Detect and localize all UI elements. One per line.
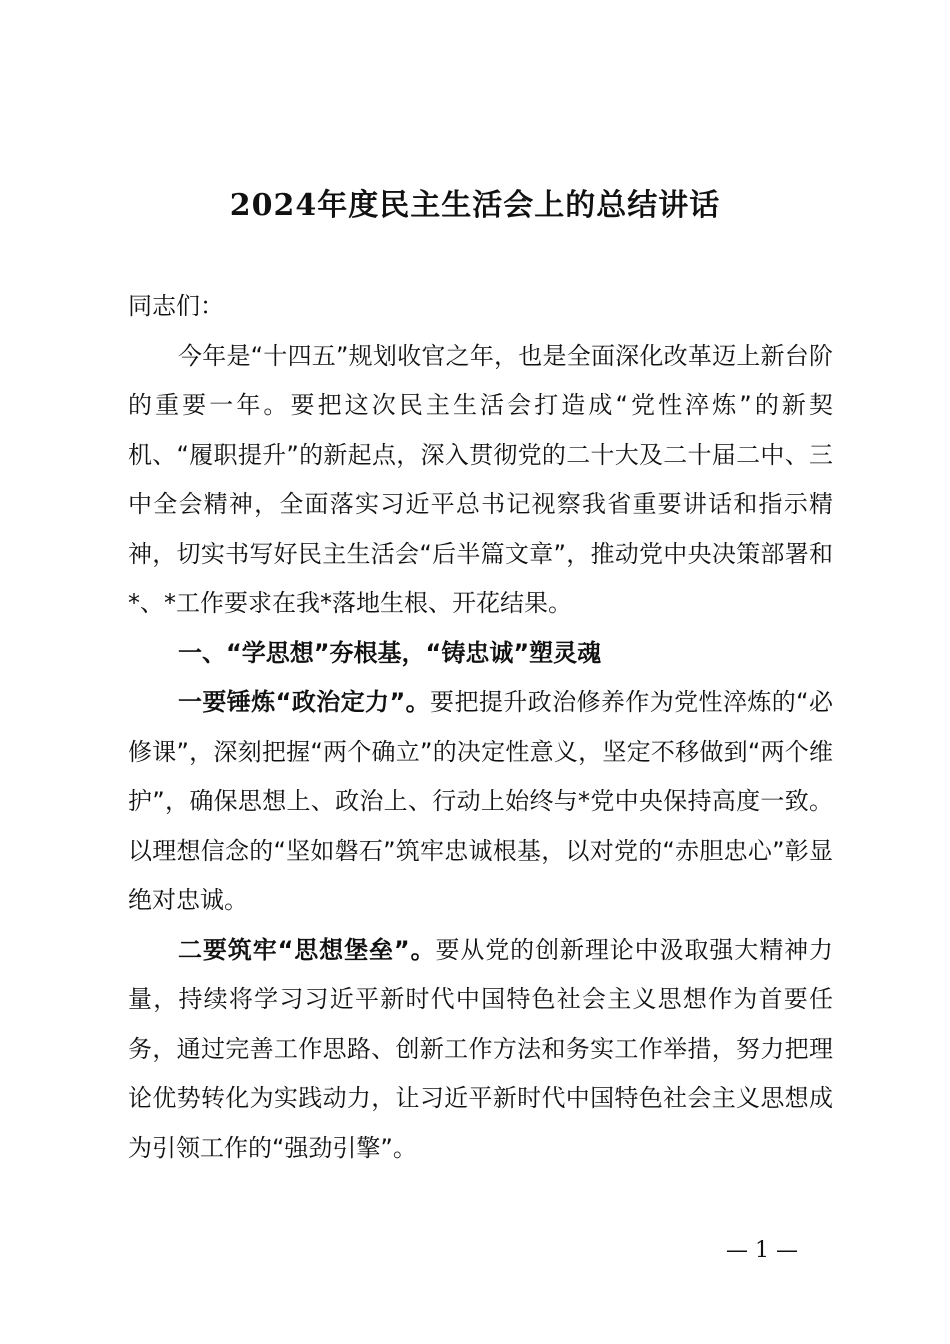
document-title: 2024年度民主生活会上的总结讲话 [229,188,721,223]
paragraph-lead-2: 二要筑牢“思想堡垒”。 [178,935,436,964]
document-body [128,282,833,1173]
paragraph-political-stability [128,678,833,926]
salutation: 同志们： [128,292,224,320]
paragraph-text-2: 要从党的创新理论中汲取强大精神力量，持续将学习习近平新时代中国特色社会主义思想作为首要任务，通过完善工作思路、创新工作方法和务实工作举措，努力把理论优势转化为实践动力，让习近平新时代中国特色社会主义思想成为引领工作的“强劲引擎”。 [128,935,833,1162]
page-number: — 1 — [726,1238,798,1263]
intro-paragraph: 今年是“十四五”规划收官之年，也是全面深化改革迈上新台阶的重要一年。要把这次民主生活会打造成“党性淬炼”的新契机、“履职提升”的新起点，深入贯彻党的二十大及二十届二中、三中全会精神，全面落实习近平总书记视察我省重要讲话和指示精神，切实书写好民主生活会“后半篇文章”，推动党中央决策部署和*、*工作要求在我*落地生根、开花结果。 [128,341,833,617]
paragraph-ideological-fortress [128,926,833,1174]
section-heading-1: 一、“学思想”夯根基，“铸忠诚”塑灵魂 [178,638,602,667]
paragraph-lead-1: 一要锤炼“政治定力”。 [178,688,431,716]
paragraph-text-1: 要把提升政治修养作为党性淬炼的“必修课”，深刻把握“两个确立”的决定性意义，坚定不移做到“两个维护”，确保思想上、政治上、行动上始终与*党中央保持高度一致。以理想信念的“坚如磐石”筑牢忠诚根基，以对党的“赤胆忠心”彰显绝对忠诚。 [128,688,834,914]
